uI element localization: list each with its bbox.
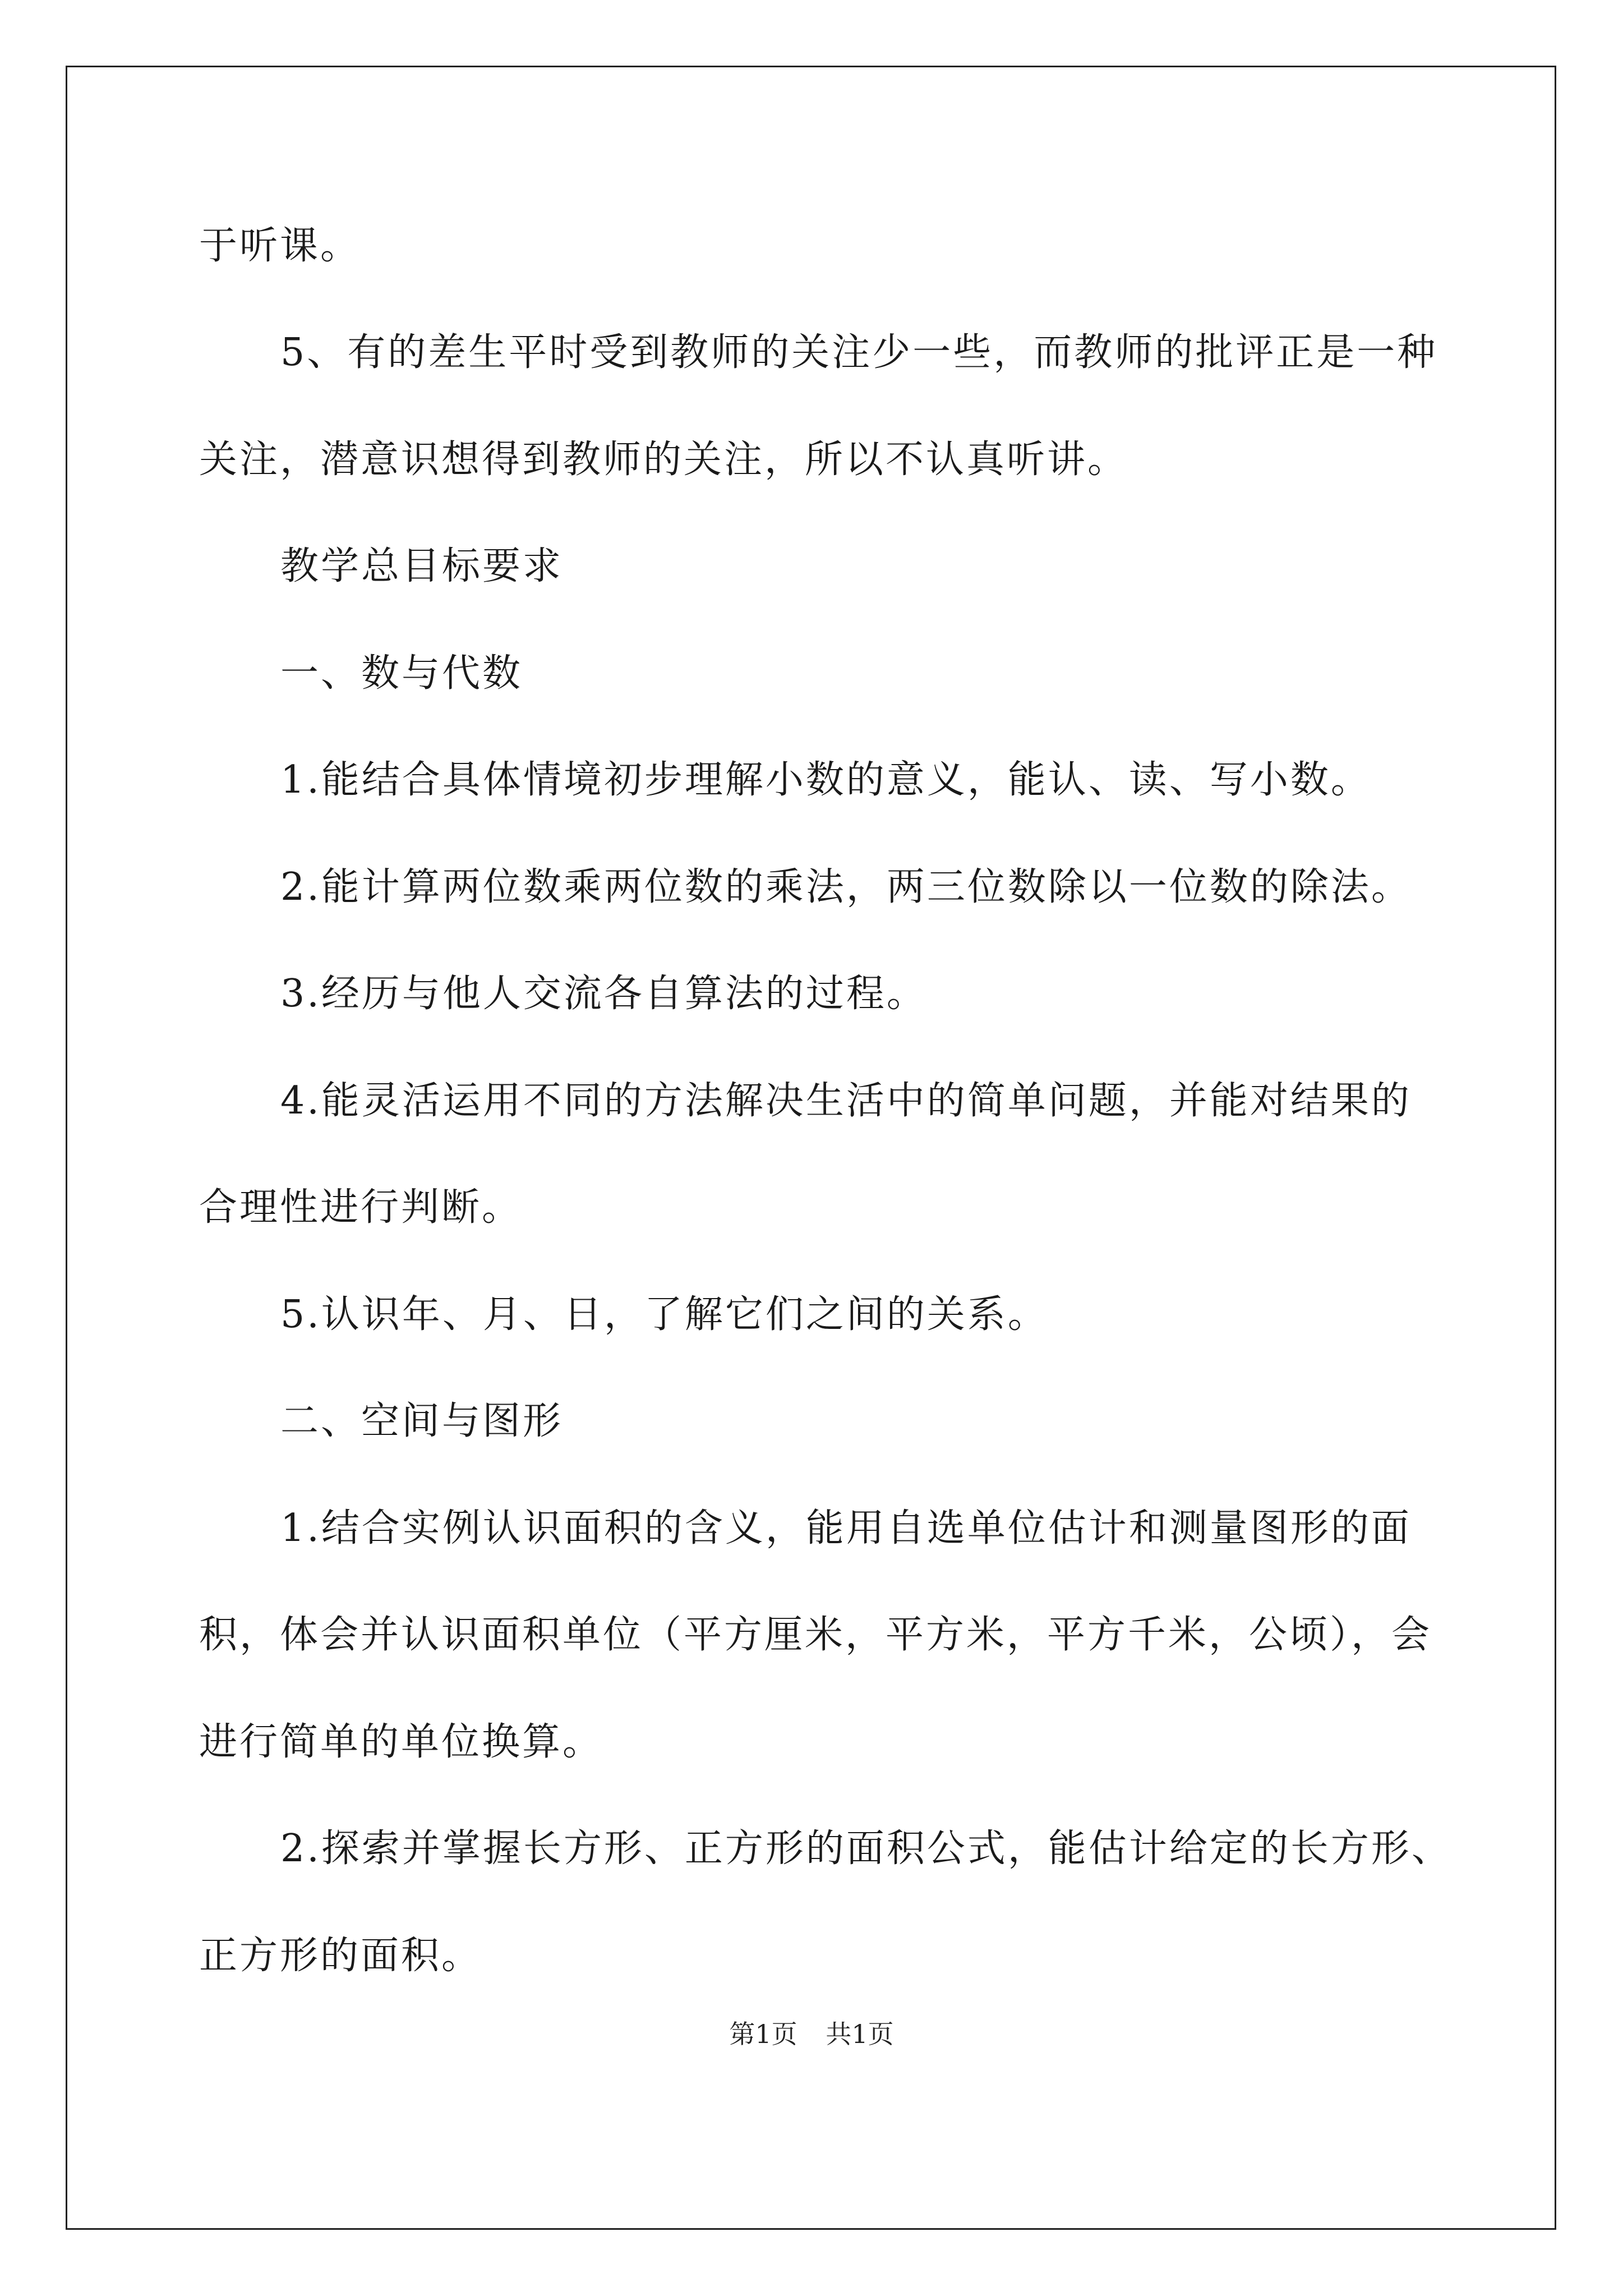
- text-line: 1.能结合具体情境初步理解小数的意义，能认、读、写小数。: [280, 758, 1371, 802]
- text-line: 1.结合实例认识面积的含义，能用自选单位估计和测量图形的面: [280, 1506, 1412, 1550]
- page-number-total: 共1页: [826, 2019, 894, 2049]
- text-line: 2.探索并掌握长方形、正方形的面积公式，能估计给定的长方形、: [280, 1826, 1452, 1871]
- text-line: 关注，潜意识想得到教师的关注，所以不认真听讲。: [199, 438, 1128, 482]
- text-line: 正方形的面积。: [199, 1934, 482, 1978]
- text-line: 合理性进行判断。: [199, 1185, 523, 1230]
- text-line: 积，体会并认识面积单位（平方厘米，平方米，平方千米，公顷），会: [199, 1613, 1432, 1657]
- text-line: 2.能计算两位数乘两位数的乘法，两三位数除以一位数的除法。: [280, 865, 1412, 909]
- section-heading: 教学总目标要求: [280, 544, 564, 588]
- text-line: 进行简单的单位换算。: [199, 1720, 603, 1764]
- page-border: [66, 66, 1556, 2230]
- page-footer: [0, 2018, 1623, 2050]
- text-line: 4.能灵活运用不同的方法解决生活中的简单问题，并能对结果的: [280, 1079, 1412, 1123]
- section-heading: 一、数与代数: [280, 651, 523, 696]
- text-line: 于听课。: [199, 224, 361, 268]
- text-line: 5.认识年、月、日，了解它们之间的关系。: [280, 1292, 1048, 1337]
- section-heading: 二、空间与图形: [280, 1399, 564, 1443]
- page-number-current: 第1页: [729, 2019, 797, 2049]
- text-line: 5、有的差生平时受到教师的关注少一些，而教师的批评正是一种: [280, 330, 1438, 375]
- text-line: 3.经历与他人交流各自算法的过程。: [280, 972, 927, 1016]
